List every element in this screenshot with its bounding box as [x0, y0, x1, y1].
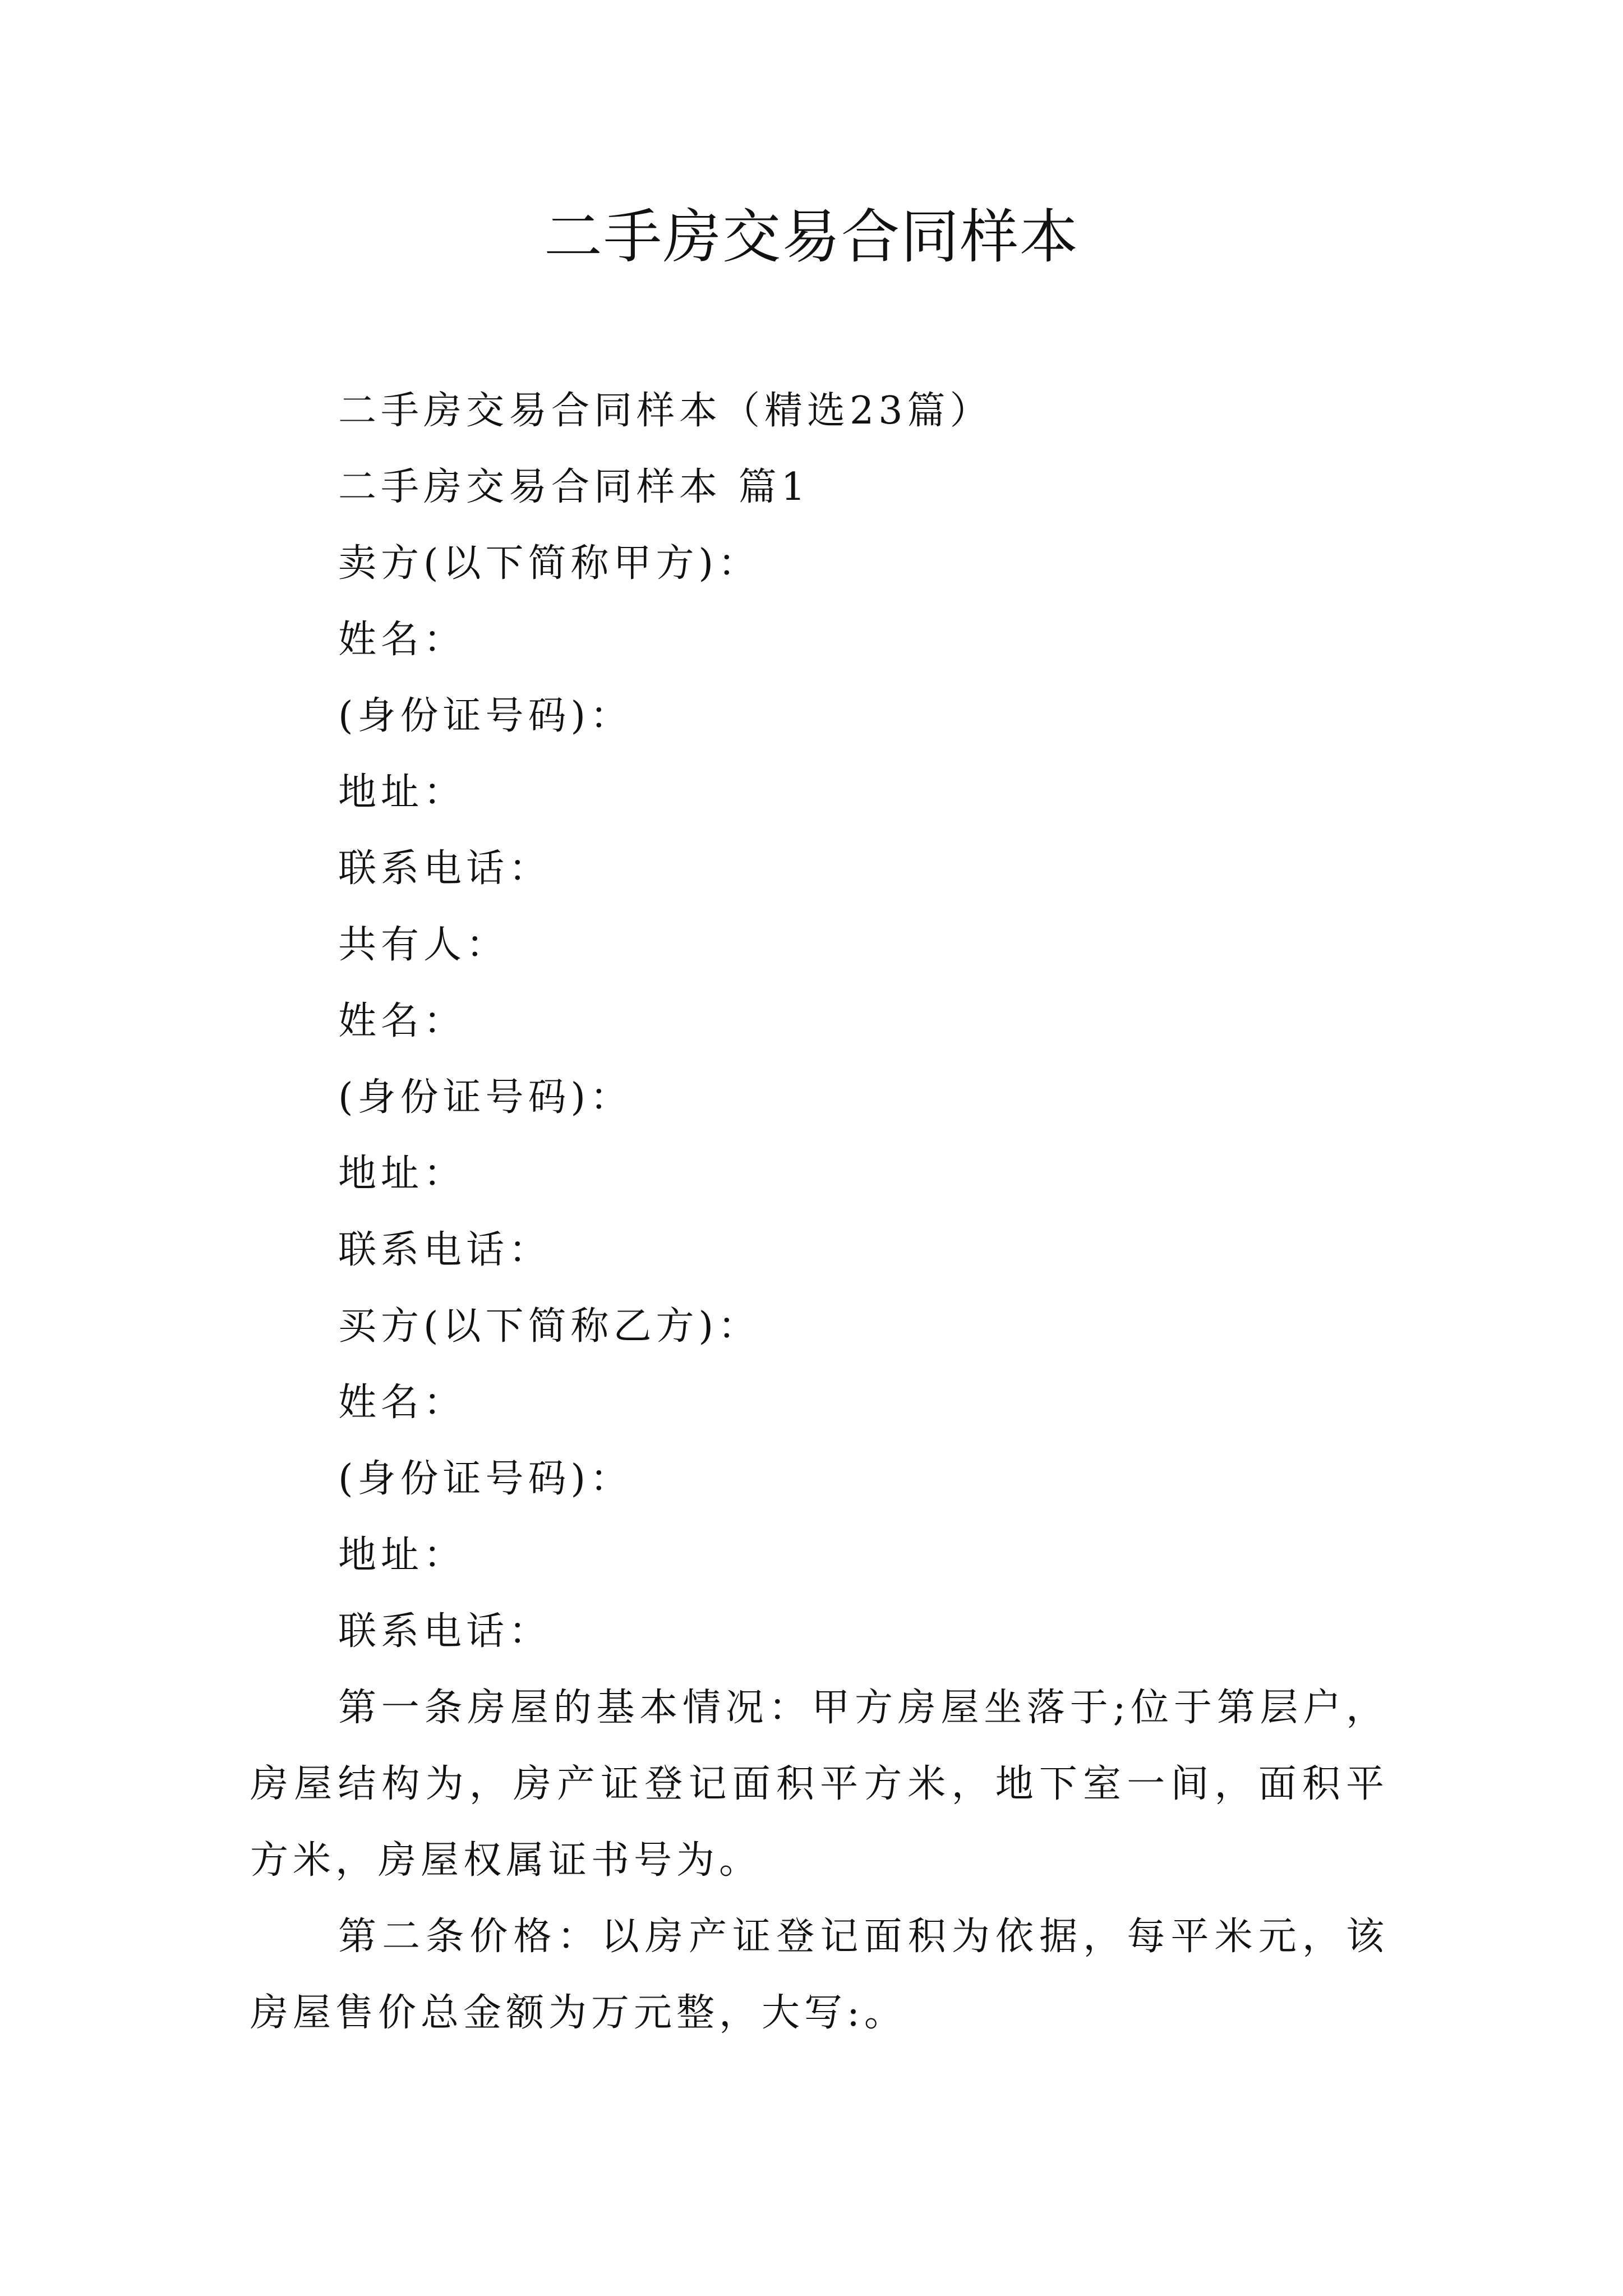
section-heading: 二手房交易合同样本 篇1	[338, 465, 810, 509]
seller-address-field: 地址：	[338, 770, 467, 815]
co-owner-phone-field: 联系电话：	[338, 1228, 552, 1272]
seller-phone-field: 联系电话：	[338, 846, 552, 891]
co-owner-name-field: 姓名：	[338, 999, 467, 1043]
co-owner-address-field: 地址：	[338, 1152, 467, 1196]
buyer-phone-field: 联系电话：	[338, 1609, 552, 1654]
document-body	[250, 373, 1389, 2051]
buyer-name-field: 姓名：	[338, 1381, 467, 1425]
buyer-address-field: 地址：	[338, 1533, 467, 1577]
co-owner-label: 共有人：	[338, 923, 509, 967]
clause-2-paragraph: 第二条价格：以房产证登记面积为依据，每平米元，该房屋售价总金额为万元整，大写:。	[250, 1915, 1389, 2035]
seller-label: 卖方(以下简称甲方)：	[338, 541, 761, 586]
document-title: 二手房交易合同样本	[543, 203, 1079, 271]
subtitle-line: 二手房交易合同样本（精选23篇）	[338, 389, 993, 433]
buyer-id-field: (身份证号码)：	[338, 1457, 633, 1501]
seller-id-field: (身份证号码)：	[338, 694, 633, 738]
co-owner-id-field: (身份证号码)：	[338, 1075, 633, 1120]
clause-1-paragraph: 第一条房屋的基本情况：甲方房屋坐落于;位于第层户，房屋结构为，房产证登记面积平方米，地下室一间，面积平方米，房屋权属证书号为。	[250, 1686, 1389, 1883]
seller-name-field: 姓名：	[338, 618, 467, 662]
buyer-label: 买方(以下简称乙方)：	[338, 1304, 761, 1349]
